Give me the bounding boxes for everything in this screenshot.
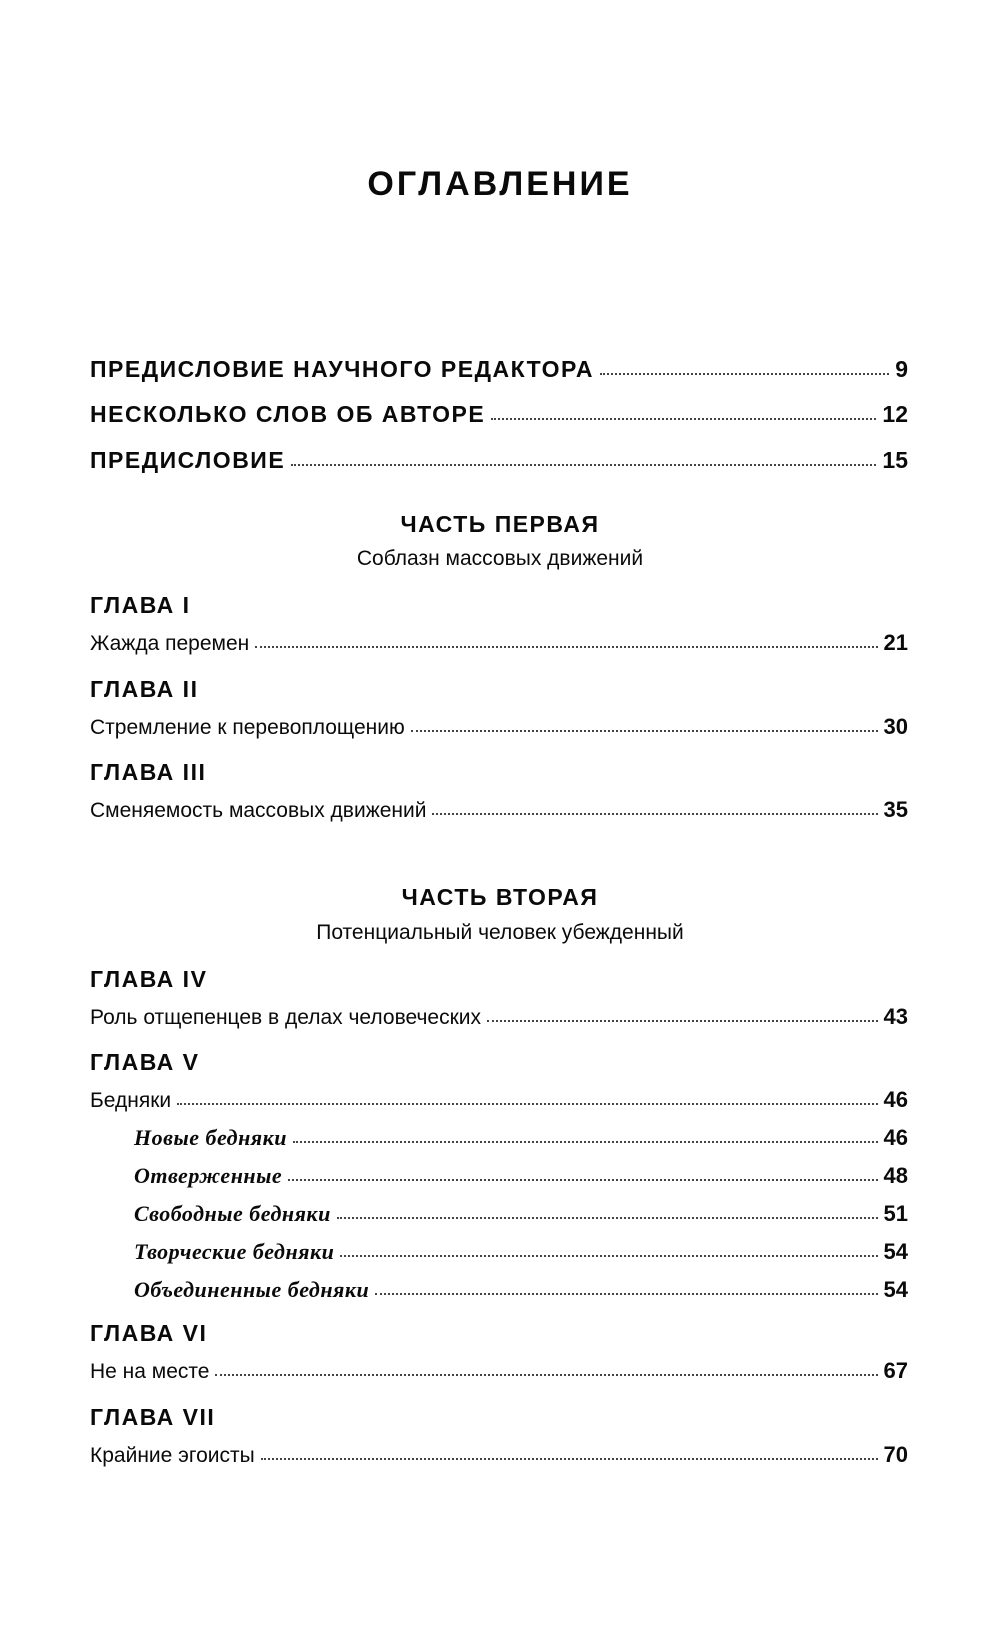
toc-entry-label: Не на месте	[90, 1360, 210, 1383]
dot-leader	[215, 1374, 877, 1376]
toc-entry-label: НЕСКОЛЬКО СЛОВ ОБ АВТОРЕ	[90, 401, 486, 427]
toc-entry-page: 46	[883, 1125, 908, 1150]
part-heading: ЧАСТЬ ВТОРАЯ	[401, 884, 599, 910]
toc-entry-label: ПРЕДИСЛОВИЕ НАУЧНОГО РЕДАКТОРА	[90, 356, 594, 382]
dot-leader	[337, 1217, 878, 1219]
toc-entry-section[interactable]	[134, 1273, 908, 1303]
toc-entry-about-author[interactable]	[90, 398, 908, 428]
toc-entry-section[interactable]	[134, 1197, 908, 1227]
toc-entry-label: Крайние эгоисты	[90, 1444, 255, 1467]
toc-entry-page: 48	[883, 1163, 908, 1188]
toc-entry-section[interactable]	[134, 1235, 908, 1265]
toc-entry-chapter[interactable]	[90, 710, 908, 740]
toc-entry-label: Объединенные бедняки	[134, 1277, 370, 1302]
toc-entry-page: 46	[883, 1087, 908, 1112]
toc-entry-page: 9	[895, 356, 908, 382]
chapter-heading: ГЛАВА IV	[90, 966, 208, 992]
toc-entry-chapter[interactable]	[90, 1354, 908, 1384]
dot-leader	[291, 464, 876, 466]
toc-entry-label: Сменяемость массовых движений	[90, 799, 427, 822]
page-title: ОГЛАВЛЕНИЕ	[367, 165, 633, 203]
toc-entry-label: Бедняки	[90, 1089, 172, 1112]
toc-entry-label: Свободные бедняки	[134, 1201, 331, 1226]
toc-entry-label: Отверженные	[134, 1163, 283, 1188]
toc-entry-chapter[interactable]	[90, 1438, 908, 1468]
toc-entry-preface[interactable]	[90, 444, 908, 474]
dot-leader	[491, 418, 876, 420]
toc-entry-section[interactable]	[134, 1159, 908, 1189]
dot-leader	[340, 1255, 877, 1257]
chapter-heading: ГЛАВА III	[90, 759, 207, 785]
chapter-heading: ГЛАВА I	[90, 592, 191, 618]
toc-entry-page: 54	[883, 1277, 908, 1302]
toc-entry-chapter[interactable]	[90, 793, 908, 823]
chapter-heading: ГЛАВА VII	[90, 1404, 216, 1430]
toc-entry-page: 21	[883, 630, 908, 655]
toc-entry-label: Творческие бедняки	[134, 1239, 335, 1264]
toc-entry-editor-preface[interactable]	[90, 353, 908, 383]
part-subtitle: Соблазн массовых движений	[356, 547, 644, 570]
toc-entry-chapter[interactable]	[90, 626, 908, 656]
toc-entry-page: 15	[882, 447, 908, 473]
dot-leader	[261, 1458, 878, 1460]
toc-entry-page: 51	[883, 1201, 908, 1226]
dot-leader	[411, 730, 878, 732]
toc-entry-label: Стремление к перевоплощению	[90, 716, 405, 739]
toc-entry-section[interactable]	[134, 1121, 908, 1151]
part-heading: ЧАСТЬ ПЕРВАЯ	[400, 511, 600, 537]
toc-entry-label: Новые бедняки	[134, 1125, 288, 1150]
toc-entry-chapter[interactable]	[90, 1000, 908, 1030]
dot-leader	[177, 1103, 877, 1105]
toc-entry-page: 35	[883, 797, 908, 822]
chapter-heading: ГЛАВА VI	[90, 1320, 208, 1346]
dot-leader	[432, 813, 877, 815]
toc-entry-label: ПРЕДИСЛОВИЕ	[90, 447, 286, 473]
toc-entry-page: 67	[883, 1358, 908, 1383]
toc-entry-label: Жажда перемен	[90, 632, 250, 655]
dot-leader	[487, 1020, 877, 1022]
toc-entry-page: 43	[883, 1004, 908, 1029]
dot-leader	[255, 646, 877, 648]
toc-entry-page: 70	[883, 1442, 908, 1467]
chapter-heading: ГЛАВА II	[90, 676, 199, 702]
toc-entry-chapter[interactable]	[90, 1083, 908, 1113]
chapter-heading: ГЛАВА V	[90, 1049, 200, 1075]
dot-leader	[288, 1179, 877, 1181]
part-subtitle: Потенциальный человек убежденный	[316, 921, 684, 944]
dot-leader	[293, 1141, 878, 1143]
dot-leader	[375, 1293, 877, 1295]
toc-entry-page: 30	[883, 714, 908, 739]
toc-entry-page: 54	[883, 1239, 908, 1264]
toc-entry-label: Роль отщепенцев в делах человеческих	[90, 1006, 482, 1029]
toc-entry-page: 12	[882, 401, 908, 427]
dot-leader	[600, 373, 889, 375]
